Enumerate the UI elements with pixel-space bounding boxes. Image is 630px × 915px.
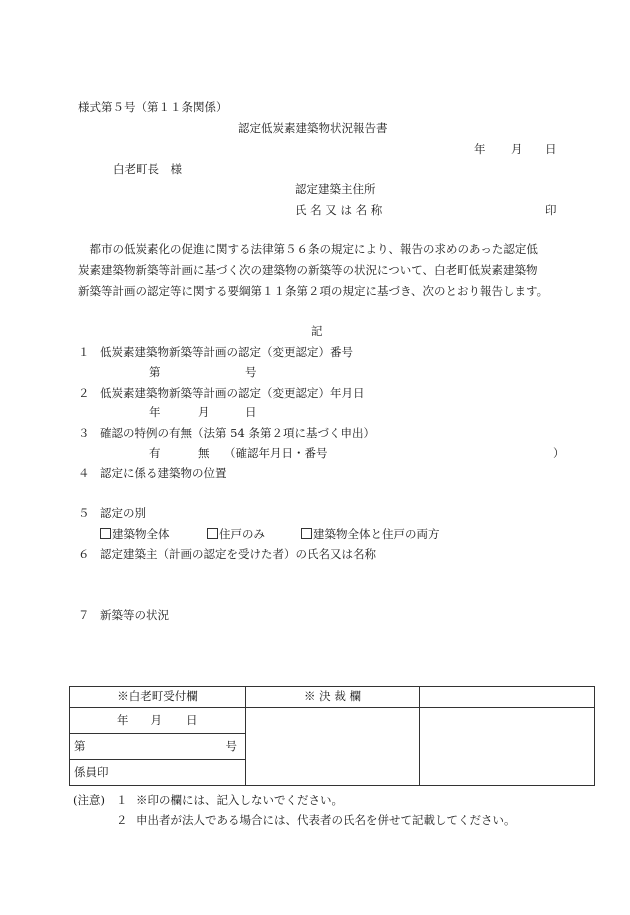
body-paragraph [78, 239, 556, 302]
approval-cell[interactable] [246, 708, 420, 786]
form-number: 様式第５号（第１１条関係） [78, 100, 228, 114]
applicant-name-label: 氏 名 又 は 名 称 [295, 203, 383, 217]
item-2-number: ２ [78, 386, 90, 400]
note-1-text: ※印の欄には、記入しないでください。 [136, 793, 343, 807]
receipt-date-year: 年 [117, 712, 129, 727]
option-whole-building[interactable] [100, 528, 170, 541]
item-1-number: １ [78, 345, 90, 359]
applicant-address-label: 認定建築主住所 [295, 182, 376, 196]
item-7-label: 新築等の状況 [100, 608, 169, 622]
receipt-date-month: 月 [150, 712, 162, 727]
receipt-header: ※白老町受付欄 [70, 687, 246, 708]
item-6-label: 認定建築主（計画の認定を受けた者）の氏名又は名称 [100, 547, 376, 561]
report-date-year: 年 [474, 142, 486, 156]
item-1-dai: 第 [149, 365, 161, 379]
item-1-go: 号 [245, 365, 257, 379]
item-2-month: 月 [198, 405, 210, 419]
note-1-number: １ [116, 793, 128, 807]
checkbox-icon[interactable] [301, 528, 312, 539]
checkbox-icon[interactable] [100, 528, 111, 539]
option-label: 住戸のみ [219, 527, 265, 541]
item-2-year: 年 [149, 405, 161, 419]
staff-seal-label: 係員印 [74, 764, 109, 779]
blank-cell[interactable] [420, 708, 595, 786]
item-3-detail-open: （確認年月日・番号 [224, 446, 328, 460]
report-date-day: 日 [545, 142, 557, 156]
item-4-number: ４ [78, 466, 90, 480]
body-line: 都市の低炭素化の促進に関する法律第５６条の規定により、報告の求めのあった認定低 [89, 242, 538, 256]
receipt-dai: 第 [74, 738, 86, 753]
item-5-label: 認定の別 [100, 506, 146, 520]
item-6-number: ６ [78, 547, 90, 561]
item-7-number: ７ [78, 608, 90, 622]
option-dwelling-only[interactable] [207, 528, 265, 541]
option-both[interactable] [301, 528, 440, 541]
receipt-go: 号 [225, 738, 237, 753]
staff-seal-cell[interactable] [70, 760, 246, 786]
seal-mark: 印 [545, 203, 557, 217]
notes-prefix: (注意) [73, 793, 105, 807]
note-2-text: 申出者が法人である場合には、代表者の氏名を併せて記載してください。 [136, 813, 516, 827]
note-2-number: ２ [116, 813, 128, 827]
item-3-no: 無 [198, 446, 210, 460]
blank-header [420, 687, 595, 708]
ki-heading: 記 [311, 324, 323, 338]
item-3-label: 確認の特例の有無（法第 54 条第２項に基づく申出） [100, 426, 375, 440]
addressee: 白老町長 様 [113, 162, 182, 176]
item-2-label: 低炭素建築物新築等計画の認定（変更認定）年月日 [100, 386, 365, 400]
item-5-number: ５ [78, 506, 90, 520]
item-3-detail-close: ） [553, 446, 565, 460]
receipt-table [69, 686, 595, 786]
document-title: 認定低炭素建築物状況報告書 [238, 121, 388, 135]
item-2-day: 日 [245, 405, 257, 419]
item-4-label: 認定に係る建築物の位置 [100, 466, 227, 480]
item-3-number: ３ [78, 426, 90, 440]
body-line: 新築等計画の認定等に関する要綱第１１条第２項の規定に基づき、次のとおり報告します。 [78, 284, 549, 298]
item-1-label: 低炭素建築物新築等計画の認定（変更認定）番号 [100, 345, 353, 359]
approval-header: ※ 決 裁 欄 [246, 687, 420, 708]
report-date-month: 月 [511, 142, 523, 156]
receipt-number-cell[interactable] [70, 734, 246, 760]
option-label: 建築物全体と住戸の両方 [313, 527, 440, 541]
receipt-date-cell[interactable] [70, 708, 246, 734]
receipt-date-day: 日 [186, 712, 198, 727]
option-label: 建築物全体 [112, 527, 170, 541]
item-3-yes: 有 [149, 446, 161, 460]
body-line: 炭素建築物新築等計画に基づく次の建築物の新築等の状況について、白老町低炭素建築物 [78, 263, 538, 277]
checkbox-icon[interactable] [207, 528, 218, 539]
